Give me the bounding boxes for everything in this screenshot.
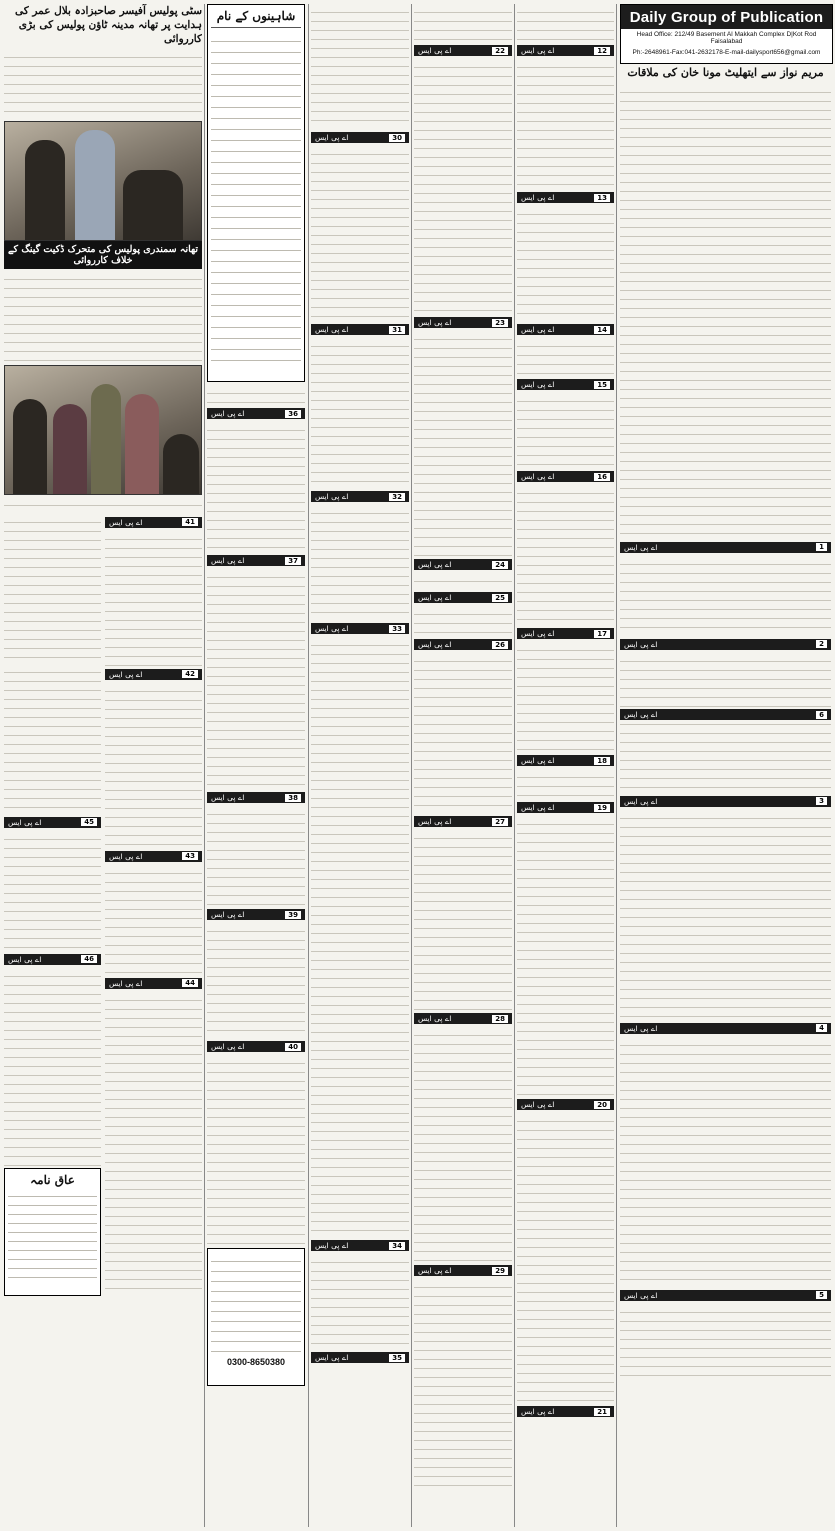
left-headline-1: سٹی پولیس آفیسر صاحبزادہ بلال عمر کی ہدایت پر تھانہ مدینہ ٹاؤن پولیس کی بڑی کارروائی [14,5,202,46]
section-bar-5: اے پی ایس 5 [620,1290,831,1301]
section-body-38 [207,806,305,906]
column-2 [517,4,614,1527]
section-body-13 [517,206,614,321]
section-body-5 [620,1304,831,1384]
section-body-32 [311,505,409,620]
photo-caption-1: تھانہ سمندری پولیس کی متحرک ڈکیت گینگ کے خلاف کارروائی [4,241,202,269]
section-bar-43: اے پی ایس 43 [105,851,202,862]
section-bar-40: اے پی ایس 40 [207,1041,305,1052]
section-body-25 [414,606,512,636]
section-body-33 [311,637,409,1237]
person-figure [125,394,159,494]
col4-top [311,4,409,129]
notice-box [4,1168,101,1296]
left-subcol-b [105,514,202,1296]
masthead [620,4,833,64]
column-6 [4,4,202,1527]
section-bar-19: اے پی ایس 19 [517,802,614,813]
section-body-31 [311,338,409,488]
section-body-12 [517,59,614,189]
section-bar-17: اے پی ایس 17 [517,628,614,639]
section-bar-28: اے پی ایس 28 [414,1013,512,1024]
section-bar-37: اے پی ایس 37 [207,555,305,566]
contact-line: Ph:-2648961-Fax:041-2632178-E-mail-dailysport656@gmail.com [632,49,821,56]
section-body-19 [517,816,614,1096]
col2-top [517,4,614,42]
section-bar-1: اے پی ایس 1 [620,542,831,553]
poem-box [207,4,305,382]
column-1 [620,66,831,1527]
section-bar-12: اے پی ایس 12 [517,45,614,56]
section-body-16 [517,485,614,625]
section-bar-35: اے پی ایس 35 [311,1352,409,1363]
section-bar-32: اے پی ایس 32 [311,491,409,502]
section-bar-44: اے پی ایس 44 [105,978,202,989]
divider [514,4,515,1527]
section-bar-30: اے پی ایس 30 [311,132,409,143]
section-body-1 [620,556,831,636]
poem-title: شاہینوں کے نام [216,9,296,23]
section-bar-4: اے پی ایس 4 [620,1023,831,1034]
section-bar-42: اے پی ایس 42 [105,669,202,680]
divider [411,4,412,1527]
section-body-23 [414,331,512,556]
poem-body [211,31,301,361]
section-bar-2: اے پی ایس 2 [620,639,831,650]
column-4 [311,4,409,1527]
person-figure [25,140,65,240]
section-bar-38: اے پی ایس 38 [207,792,305,803]
section-bar-36: اے پی ایس 36 [207,408,305,419]
section-body-20 [517,1113,614,1403]
section-body-40 [207,1055,305,1245]
section-body-15 [517,393,614,468]
section-bar-39: اے پی ایس 39 [207,909,305,920]
person-figure [13,399,47,494]
section-bar-13: اے پی ایس 13 [517,192,614,203]
left-story-2 [4,271,202,363]
col3-top [414,4,512,42]
section-body-17 [517,642,614,752]
section-bar-20: اے پی ایس 20 [517,1099,614,1110]
section-bar-27: اے پی ایس 27 [414,816,512,827]
divider [204,4,205,1527]
person-figure [91,384,121,494]
left-story-1 [4,49,202,119]
column-3 [414,4,512,1527]
section-body-18 [517,769,614,799]
section-bar-33: اے پی ایس 33 [311,623,409,634]
advertisement-box [207,1248,305,1386]
person-figure [53,404,87,494]
section-body-30 [311,146,409,321]
section-body-24 [414,573,512,589]
section-bar-22: اے پی ایس 22 [414,45,512,56]
column-5 [207,4,305,1527]
divider [308,4,309,1527]
section-bar-25: اے پی ایس 25 [414,592,512,603]
section-body-4 [620,1037,831,1287]
office-address: Head Office: 212/49 Basement Al Makkah Complex D|Kot Rod Faisalabad [636,31,817,45]
col1-extra-bars [620,706,831,723]
section-bar-3: اے پی ایس 3 [620,796,831,807]
section-body-37 [207,569,305,789]
section-bar-21: اے پی ایس 21 [517,1406,614,1417]
lead-body [620,84,831,539]
section-bar-16: اے پی ایس 16 [517,471,614,482]
news-photo-2 [4,365,202,495]
left-subcol-a [4,514,101,1296]
section-body-26 [414,653,512,813]
section-body-27 [414,830,512,1010]
section-bar-29: اے پی ایس 29 [414,1265,512,1276]
section-body-29 [414,1279,512,1494]
left-split [4,514,202,1296]
section-bar-31: اے پی ایس 31 [311,324,409,335]
section-bar-24: اے پی ایس 24 [414,559,512,570]
news-photo-1 [4,121,202,241]
section-bar-26: اے پی ایس 26 [414,639,512,650]
section-bar-15: اے پی ایس 15 [517,379,614,390]
section-bar-41: اے پی ایس 41 [105,517,202,528]
left-story-3 [4,497,202,512]
col5-mid [207,385,305,405]
section-bar-18: اے پی ایس 18 [517,755,614,766]
ad-body [211,1252,301,1357]
section-bar-45: اے پی ایس 45 [4,817,101,828]
section-body-28 [414,1027,512,1262]
section-body-14 [517,338,614,376]
publication-name: Daily Group of Publication [621,5,832,29]
section-bar-46: اے پی ایس 46 [4,954,101,965]
section-body-36 [207,422,305,552]
lead-headline: مریم نواز سے ایتھلیٹ مونا خان کی ملاقات [627,66,824,79]
section-bar-23: اے پی ایس 23 [414,317,512,328]
section-bar-6: اے پی ایس 6 [620,709,831,720]
section-body-34 [311,1254,409,1349]
section-body-39 [207,923,305,1038]
divider [616,4,617,1527]
person-figure [123,170,183,240]
section-body-3 [620,810,831,1020]
section-body-22 [414,59,512,314]
person-figure [163,434,199,494]
section-bar-14: اے پی ایس 14 [517,324,614,335]
notice-title: عاق نامہ [30,1172,75,1187]
section-bar-34: اے پی ایس 34 [311,1240,409,1251]
person-figure [75,130,115,240]
ad-phone: 0300-8650380 [226,1357,286,1367]
